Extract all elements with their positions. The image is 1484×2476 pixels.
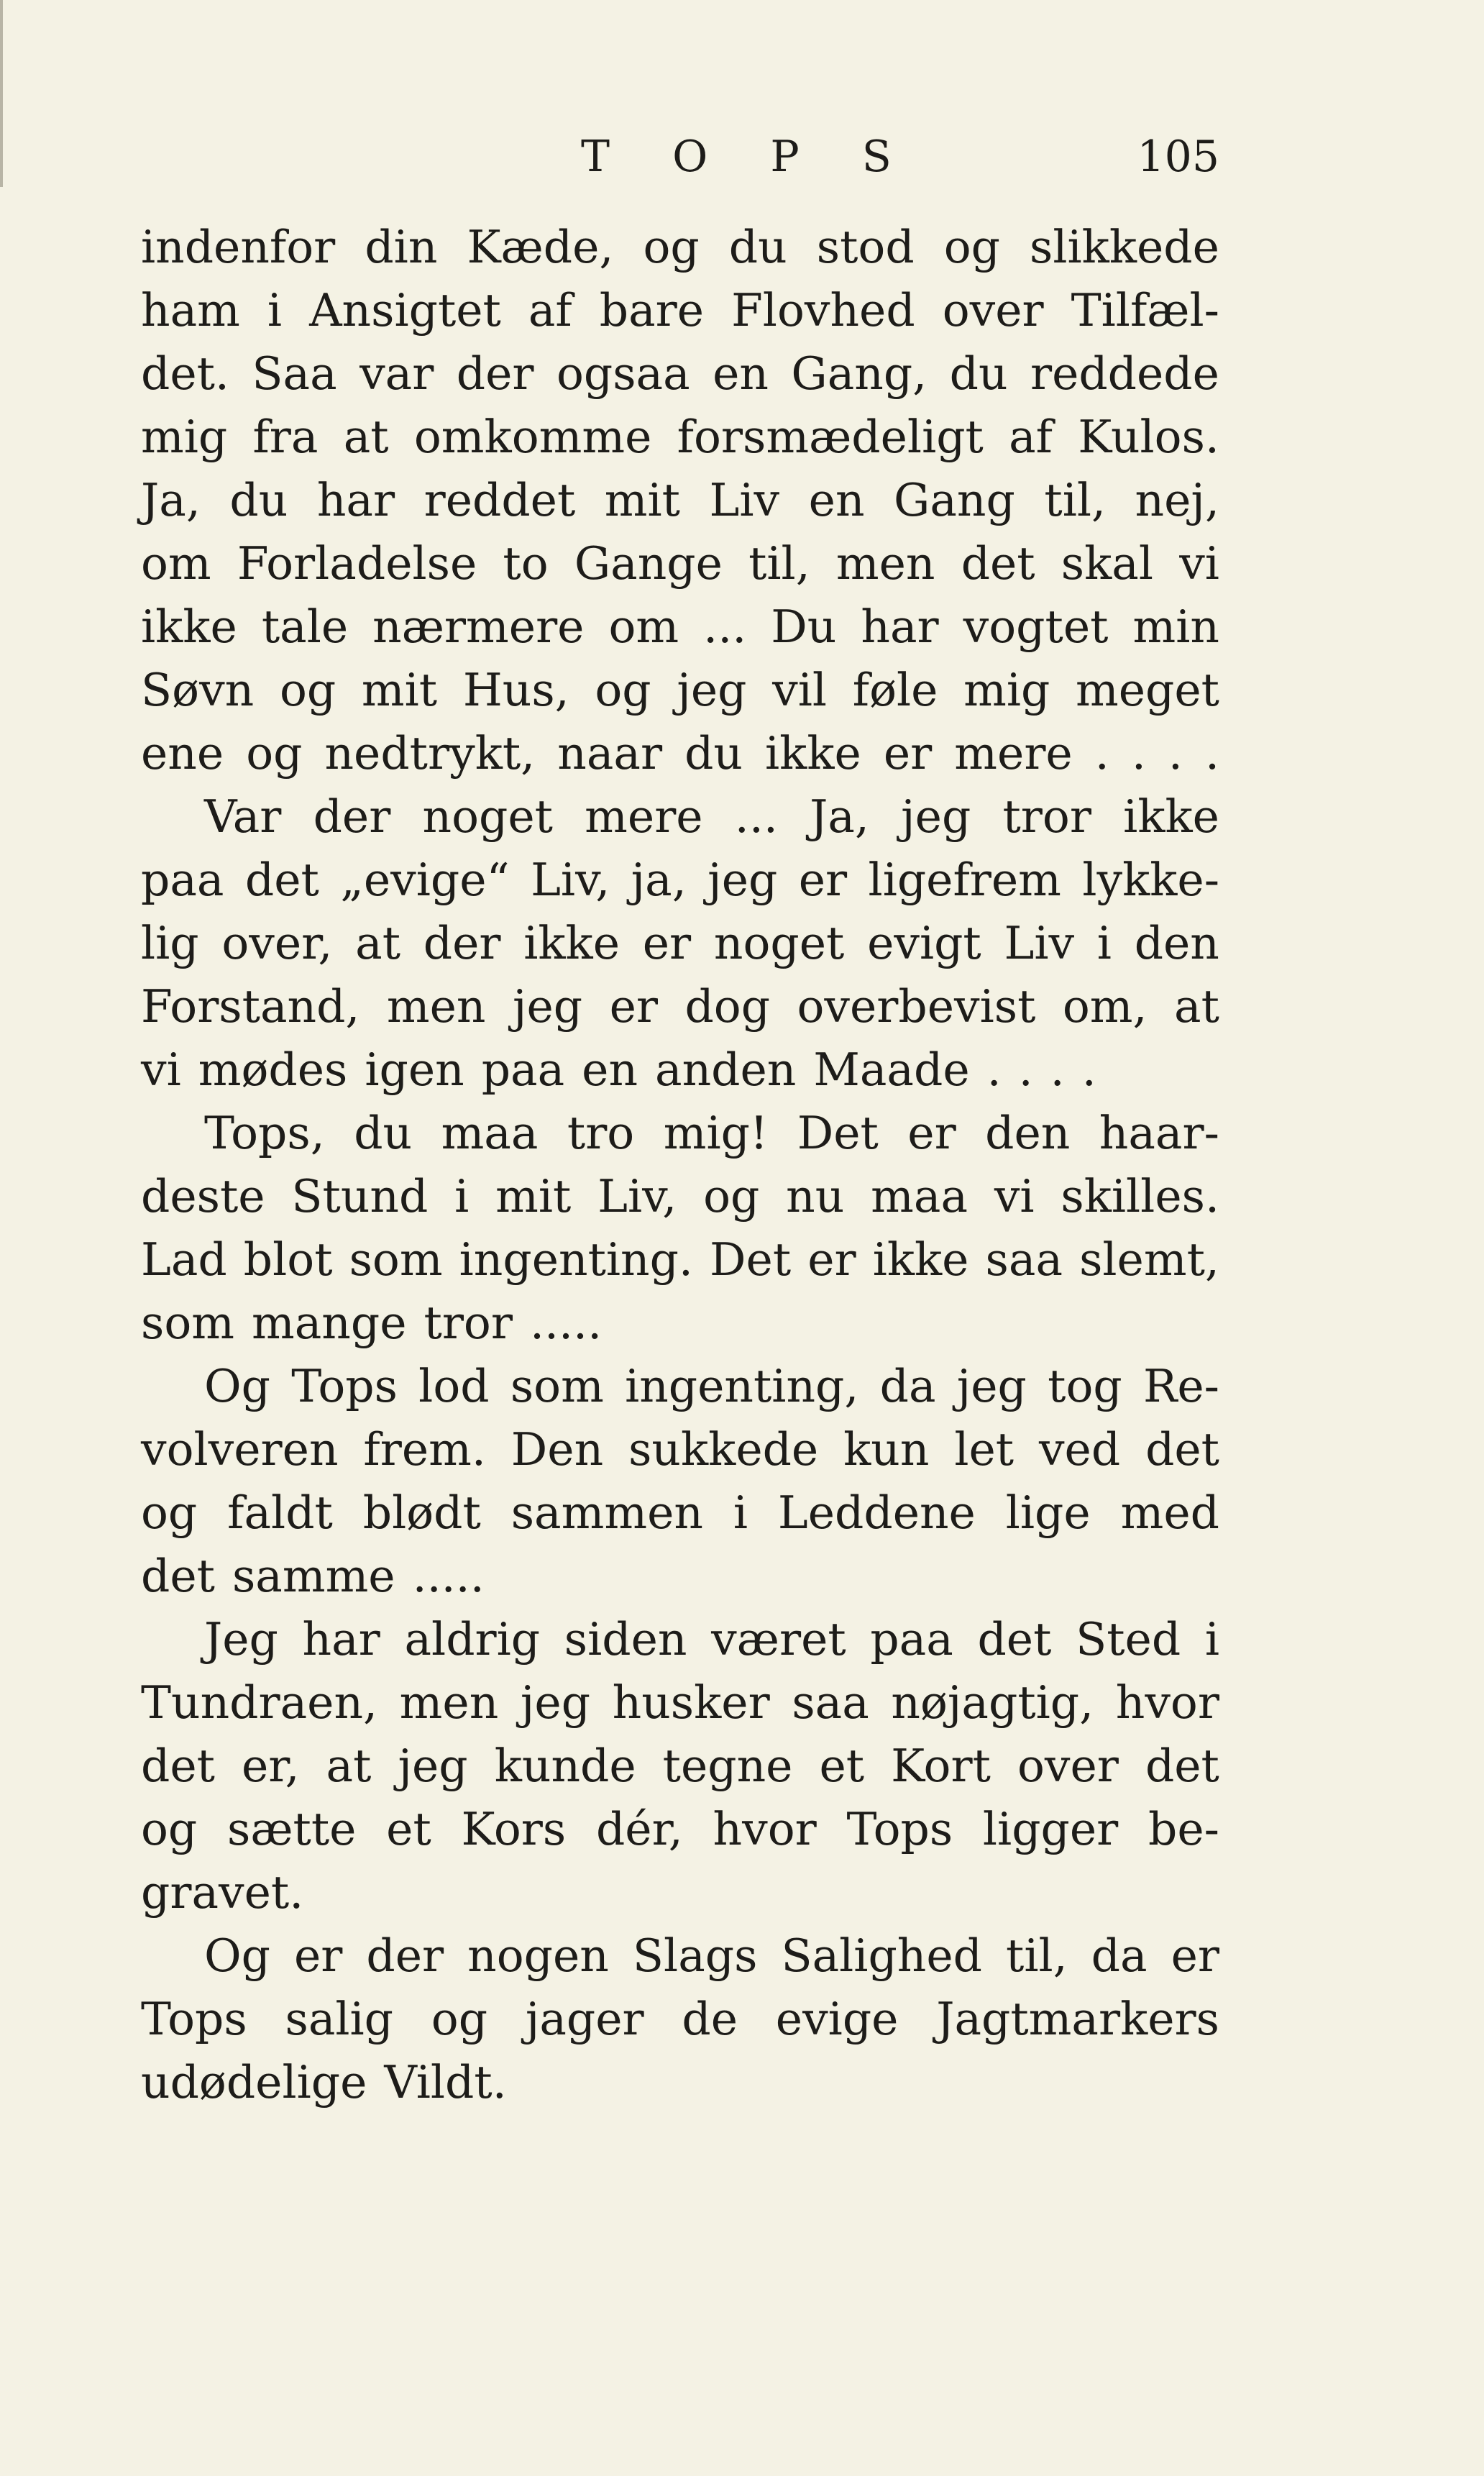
word: til, (1006, 1929, 1068, 1982)
word: . (986, 1043, 1002, 1096)
word: en (582, 1043, 638, 1096)
word: volveren (141, 1423, 339, 1476)
word: Kæde, (467, 221, 614, 273)
word: er, (241, 1740, 300, 1792)
word: noget (713, 917, 845, 969)
running-head (141, 121, 1219, 193)
word: nærmere (372, 600, 585, 653)
word: reddet (423, 474, 576, 526)
word: Kort (891, 1740, 991, 1792)
word: nu (786, 1170, 845, 1223)
word: Slags (632, 1929, 758, 1982)
word: over, (221, 917, 333, 969)
word: jeg (956, 1360, 1027, 1412)
word: været (711, 1613, 846, 1666)
word: en (808, 474, 865, 526)
word: tegne (662, 1740, 793, 1792)
text-line (141, 722, 1219, 785)
text-line (141, 1292, 1219, 1355)
word: føle (852, 664, 938, 716)
word: lykke- (1082, 854, 1219, 906)
word: vi (1179, 537, 1219, 590)
word: vogtet (963, 600, 1109, 653)
word: Hus, (462, 664, 569, 716)
word: du (229, 474, 288, 526)
word: om (608, 600, 679, 653)
word: Lad (141, 1233, 227, 1286)
word: mit (361, 664, 438, 716)
text-line (141, 1861, 1219, 1924)
word: maa (871, 1170, 968, 1223)
word: Det (710, 1233, 792, 1286)
word: Og (204, 1929, 270, 1982)
word: indenfor (141, 221, 336, 273)
word: Var (204, 790, 282, 843)
word: den (985, 1107, 1071, 1159)
word: de (682, 1993, 738, 2045)
word: . (1094, 727, 1109, 780)
word: ikke (523, 917, 620, 969)
word: hvor (713, 1803, 817, 1855)
word: jeg (707, 854, 778, 906)
word: Flovhed (731, 284, 915, 337)
word: salig (285, 1993, 394, 2045)
word: hvor (1115, 1676, 1219, 1729)
word: Tops, (204, 1107, 325, 1159)
word: paa (481, 1043, 565, 1096)
word: Re- (1142, 1360, 1219, 1412)
word: ingenting, (625, 1360, 859, 1412)
word: stod (816, 221, 915, 273)
word: tro (567, 1107, 635, 1159)
word: om, (1062, 980, 1148, 1033)
word: det (1145, 1740, 1219, 1792)
word: ene (141, 727, 224, 780)
word: det (244, 854, 319, 906)
word: „evige“ (340, 854, 510, 906)
word: gravet. (141, 1866, 304, 1919)
word: men (835, 537, 935, 590)
word: . (1050, 1043, 1065, 1096)
word: du (684, 727, 743, 780)
word: at (1174, 980, 1219, 1033)
word: i (454, 1170, 470, 1223)
word: paa (141, 854, 224, 906)
text-line (141, 532, 1219, 595)
word: mere (954, 727, 1073, 780)
word: Kulos. (1078, 411, 1219, 463)
word: nedtrykt, (324, 727, 536, 780)
word: vi (994, 1170, 1035, 1223)
word: er (798, 854, 848, 906)
word: og (943, 221, 1000, 273)
word: siden (564, 1613, 687, 1666)
word: haar- (1099, 1107, 1219, 1159)
word: og (141, 1486, 198, 1539)
word: Tilfæl- (1071, 284, 1219, 337)
word: jeg (677, 664, 747, 716)
word: mange (252, 1297, 407, 1349)
word: du (354, 1107, 413, 1159)
word: over (1017, 1740, 1119, 1792)
word: din (365, 221, 438, 273)
text-line (141, 1481, 1219, 1545)
text-line (141, 342, 1219, 406)
word: Kors (461, 1803, 567, 1855)
word: men (399, 1676, 499, 1729)
word: Gang (894, 474, 1015, 526)
word: jeg (520, 1676, 591, 1729)
word: til, (748, 537, 810, 590)
word: lig (141, 917, 199, 969)
word: Den (510, 1423, 604, 1476)
word: reddede (1030, 347, 1219, 400)
word: Gang, (791, 347, 927, 400)
word: der (366, 1929, 444, 1982)
word: blot (243, 1233, 333, 1286)
word: ..... (412, 1550, 485, 1602)
word: og (595, 664, 651, 716)
word: og (643, 221, 700, 273)
word: to (503, 537, 549, 590)
word: noget (422, 790, 553, 843)
word: Stund (291, 1170, 429, 1223)
text-line (141, 849, 1219, 912)
text-line (141, 1355, 1219, 1418)
word: tog (1048, 1360, 1122, 1412)
word: kunde (494, 1740, 636, 1792)
word: den (1134, 917, 1219, 969)
word: har (302, 1613, 380, 1666)
word: Ja, (141, 474, 201, 526)
word: Maade (813, 1043, 970, 1096)
text-line (141, 1038, 1219, 1102)
word: mere (585, 790, 703, 843)
word: meget (1076, 664, 1219, 716)
word: og (246, 727, 303, 780)
text-line (141, 1165, 1219, 1228)
text-line (141, 1735, 1219, 1798)
word: samme (232, 1550, 395, 1602)
text-line (141, 659, 1219, 722)
word: det (961, 537, 1035, 590)
word: mig (141, 411, 228, 463)
word: Gange (574, 537, 723, 590)
word: jeg (398, 1740, 468, 1792)
word: vi (141, 1043, 181, 1096)
word: ligefrem (868, 854, 1061, 906)
word: blødt (362, 1486, 481, 1539)
word: er (907, 1107, 956, 1159)
word: fra (252, 411, 319, 463)
word: men (386, 980, 486, 1033)
word: ligger (982, 1803, 1119, 1855)
word: har (861, 600, 939, 653)
word: af (528, 284, 572, 337)
word: i (267, 284, 283, 337)
word: Ja, (810, 790, 869, 843)
word: der (313, 790, 391, 843)
text-line (141, 595, 1219, 659)
word: skilles. (1061, 1170, 1219, 1223)
word: evige (775, 1993, 899, 2045)
word: Ansigtet (309, 284, 501, 337)
word: . (1018, 1043, 1033, 1096)
word: er (807, 1233, 856, 1286)
word: faldt (227, 1486, 333, 1539)
word: Tops (846, 1803, 953, 1855)
word: forsmædeligt (677, 411, 984, 463)
word: mødes (198, 1043, 348, 1096)
word: evigt (867, 917, 981, 969)
word: der (423, 917, 501, 969)
word: Forstand, (141, 980, 360, 1033)
word: Salighed (781, 1929, 982, 1982)
word: jeg (512, 980, 583, 1033)
page-edge (0, 0, 3, 187)
word: Jagtmarkers (936, 1993, 1219, 2045)
word: over (942, 284, 1044, 337)
word: er (642, 917, 692, 969)
text-line (141, 1988, 1219, 2051)
word: mit (495, 1170, 572, 1223)
word: tror (423, 1297, 513, 1349)
word: ikke (872, 1233, 969, 1286)
word: i (733, 1486, 748, 1539)
word: tror (1002, 790, 1091, 843)
word: jeg (901, 790, 971, 843)
word: at (343, 411, 389, 463)
word: mig (963, 664, 1050, 716)
word: Leddene (777, 1486, 976, 1539)
word: som (349, 1233, 443, 1286)
word: ikke (141, 600, 237, 653)
word: paa (870, 1613, 953, 1666)
word: sukkede (628, 1423, 819, 1476)
word: en (713, 347, 769, 400)
word: da (879, 1360, 936, 1412)
word: i (1204, 1613, 1219, 1666)
word: husker (612, 1676, 770, 1729)
word: med (1120, 1486, 1219, 1539)
word: et (386, 1803, 431, 1855)
word: Liv (709, 474, 780, 526)
word: igen (365, 1043, 464, 1096)
body-text (141, 216, 1219, 2373)
word: deste (141, 1170, 265, 1223)
word: ... (703, 600, 747, 653)
word: Liv, (597, 1170, 677, 1223)
word: naar (557, 727, 663, 780)
text-line (141, 216, 1219, 279)
word: som (510, 1360, 604, 1412)
word: saa (792, 1676, 869, 1729)
word: du (728, 221, 787, 273)
word: slikkede (1030, 221, 1219, 273)
word: maa (441, 1107, 539, 1159)
word: i (1096, 917, 1112, 969)
word: og (141, 1803, 198, 1855)
text-line (141, 1798, 1219, 1861)
text-line (141, 2051, 1219, 2114)
word: det. (141, 347, 229, 400)
word: Forladelse (237, 537, 477, 590)
word: aldrig (404, 1613, 541, 1666)
word: slemt, (1079, 1233, 1219, 1286)
word: dér, (595, 1803, 683, 1855)
word: var (359, 347, 434, 400)
word: at (326, 1740, 372, 1792)
word: . (1168, 727, 1183, 780)
word: ja, (631, 854, 687, 906)
word: Du (771, 600, 837, 653)
word: overbevist (797, 980, 1036, 1033)
word: mig! (663, 1107, 769, 1159)
text-line (141, 469, 1219, 532)
word: ingenting. (459, 1233, 693, 1286)
page-number: 105 (1137, 132, 1219, 182)
word: Tops (291, 1360, 398, 1412)
word: nej, (1135, 474, 1219, 526)
word: har (316, 474, 395, 526)
text-line (141, 785, 1219, 849)
word: er (883, 727, 933, 780)
word: sammen (510, 1486, 703, 1539)
word: tale (261, 600, 349, 653)
word: bare (599, 284, 705, 337)
word: . (1081, 1043, 1096, 1096)
text-line (141, 912, 1219, 975)
word: udødelige (141, 2056, 367, 2109)
running-title: T O P S (581, 132, 916, 182)
word: ham (141, 284, 240, 337)
text-line (141, 1608, 1219, 1671)
word: som (141, 1297, 234, 1349)
word: Søvn (141, 664, 255, 716)
word: ogsaa (556, 347, 690, 400)
text-line (141, 1671, 1219, 1735)
word: Tundraen, (141, 1676, 378, 1729)
word: ved (1038, 1423, 1121, 1476)
word: let (954, 1423, 1014, 1476)
word: ..... (529, 1297, 603, 1349)
word: Vildt. (384, 2056, 507, 2109)
word: nøjagtig, (891, 1676, 1094, 1729)
text-line (141, 1228, 1219, 1292)
word: til, (1044, 474, 1107, 526)
word: mit (604, 474, 681, 526)
text-line (141, 1545, 1219, 1608)
word: Liv, (531, 854, 610, 906)
word: Saa (252, 347, 337, 400)
text-line (141, 975, 1219, 1038)
word: at (355, 917, 401, 969)
word: ... (734, 790, 778, 843)
word: dog (684, 980, 771, 1033)
text-line (141, 406, 1219, 469)
word: frem. (363, 1423, 486, 1476)
word: nogen (467, 1929, 609, 1982)
text-line (141, 279, 1219, 342)
word: Det (797, 1107, 879, 1159)
word: lod (418, 1360, 490, 1412)
word: vil (772, 664, 828, 716)
word: ikke (1123, 790, 1219, 843)
text-line (141, 1924, 1219, 1988)
word: anden (655, 1043, 797, 1096)
word: er (1171, 1929, 1219, 1982)
word: er (609, 980, 658, 1033)
word: kun (843, 1423, 930, 1476)
word: min (1132, 600, 1219, 653)
word: Sted (1076, 1613, 1181, 1666)
word: er (294, 1929, 343, 1982)
word: der (456, 347, 534, 400)
word: sætte (226, 1803, 357, 1855)
word: omkomme (413, 411, 652, 463)
word: Jeg (204, 1613, 278, 1666)
word: ikke (765, 727, 861, 780)
word: lige (1005, 1486, 1091, 1539)
text-line (141, 1102, 1219, 1165)
word: det (1145, 1423, 1219, 1476)
word: be- (1148, 1803, 1219, 1855)
word: om (141, 537, 211, 590)
word: da (1091, 1929, 1148, 1982)
word: Liv (1004, 917, 1075, 969)
word: og (279, 664, 336, 716)
word: Tops (141, 1993, 247, 2045)
word: Og (204, 1360, 270, 1412)
word: . (1131, 727, 1146, 780)
text-line (141, 1418, 1219, 1481)
word: saa (985, 1233, 1063, 1286)
word: det (141, 1740, 215, 1792)
word: det (141, 1550, 215, 1602)
word: det (977, 1613, 1052, 1666)
word: du (949, 347, 1008, 400)
word: og (703, 1170, 760, 1223)
word: af (1009, 411, 1053, 463)
word: jager (525, 1993, 644, 2045)
word: . (1204, 727, 1219, 780)
word: et (819, 1740, 865, 1792)
word: og (431, 1993, 488, 2045)
word: skal (1061, 537, 1154, 590)
